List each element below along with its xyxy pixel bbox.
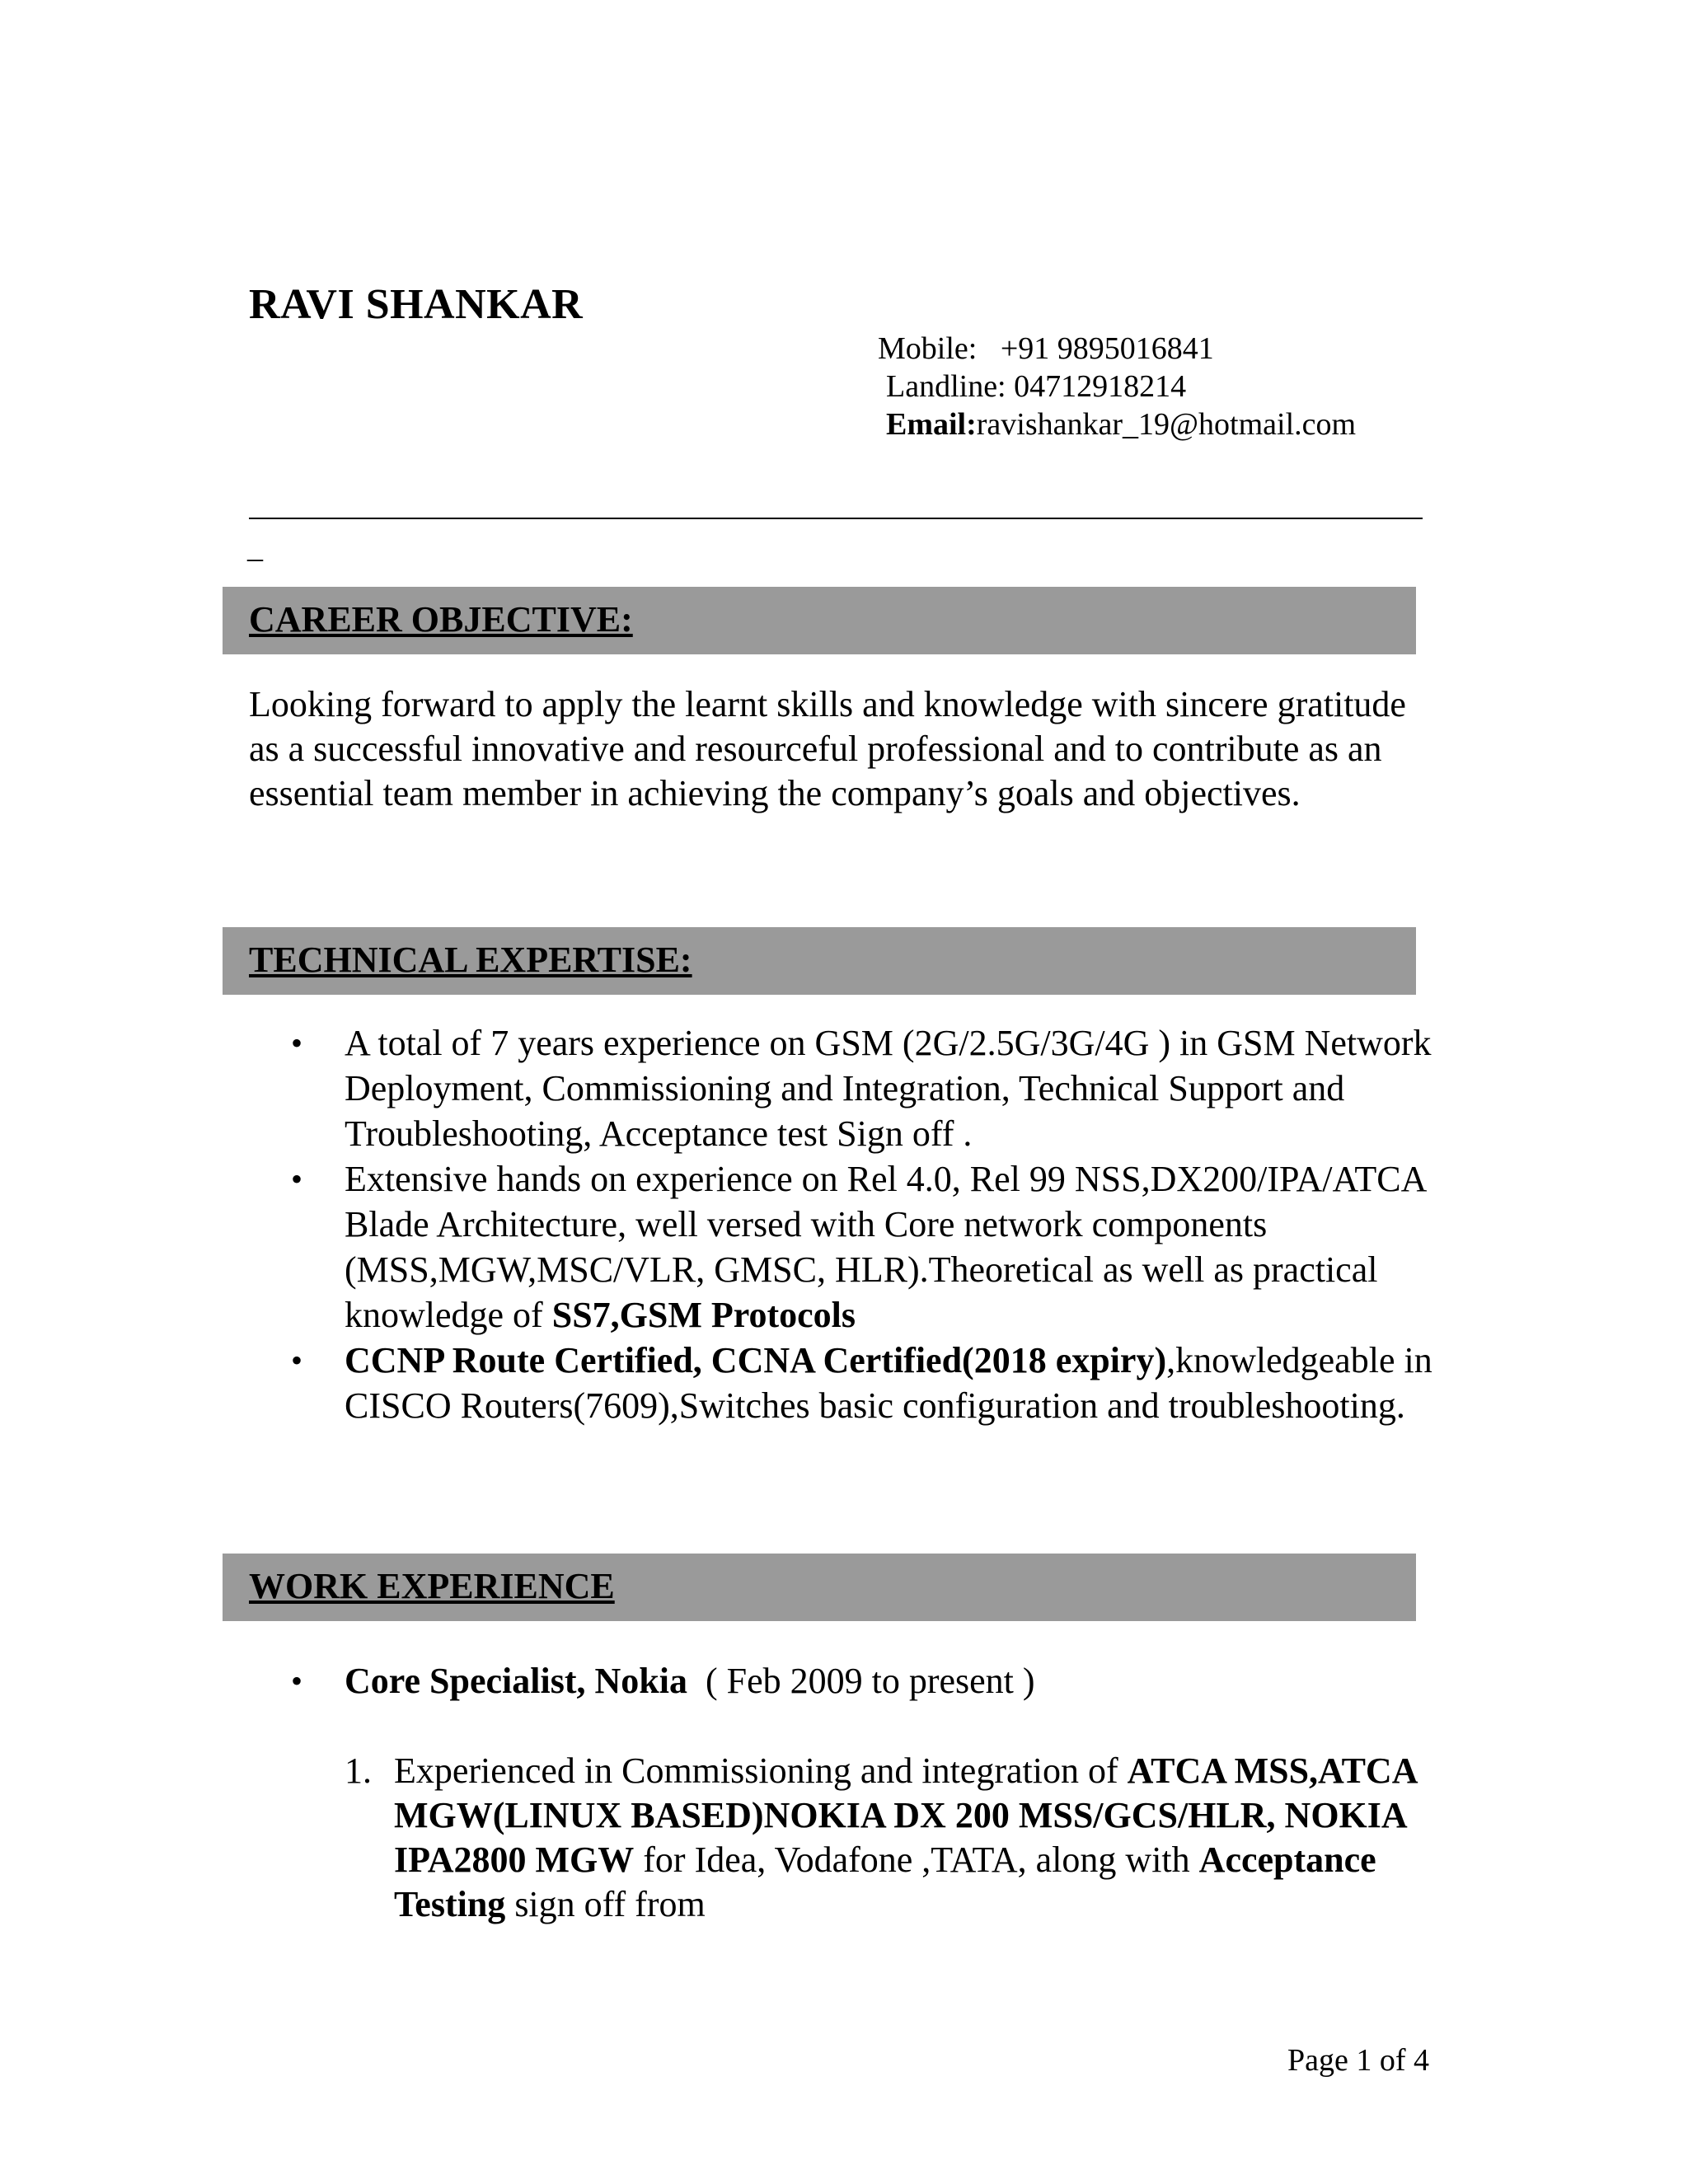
bullet-icon: • bbox=[291, 1160, 303, 1197]
work-experience-bar bbox=[223, 1554, 1416, 1621]
expertise-item-2-bold: SS7,GSM Protocols bbox=[551, 1295, 856, 1335]
work-duties-list bbox=[345, 1749, 1424, 1927]
job-title: Core Specialist, Nokia bbox=[345, 1661, 687, 1701]
contact-block bbox=[878, 330, 1356, 443]
list-item bbox=[246, 1658, 1432, 1704]
job-period: ( Feb 2009 to present ) bbox=[705, 1661, 1035, 1701]
technical-expertise-list bbox=[246, 1020, 1432, 1428]
duty-1-bold-b: ATCA MSS,ATCA MGW(LINUX BASED)NOKIA DX 200 MSS/GCS/HLR, NOKIA IPA2800 MGW bbox=[394, 1750, 1417, 1880]
duty-1-bold-d: Acceptance Testing bbox=[394, 1840, 1376, 1924]
expertise-item-3-bold: CCNP Route Certified, CCNA Certified(2018 expiry) bbox=[345, 1340, 1167, 1380]
expertise-item-3-text: ,knowledgeable in CISCO Routers(7609),Switches basic configuration and troubleshooting. bbox=[345, 1340, 1432, 1426]
mobile-number: +91 9895016841 bbox=[1000, 331, 1214, 366]
duty-1-text-c: for Idea, Vodafone ,TATA, along with bbox=[634, 1840, 1199, 1880]
list-item bbox=[246, 1338, 1432, 1428]
email-label: Email: bbox=[886, 407, 977, 442]
landline-line: Landline: 04712918214 bbox=[886, 369, 1187, 404]
bullet-icon: • bbox=[291, 1024, 303, 1062]
bullet-icon: • bbox=[291, 1342, 303, 1379]
duty-1-text-e: sign off from bbox=[505, 1884, 706, 1924]
divider-dash: _ bbox=[247, 530, 263, 565]
list-item bbox=[246, 1020, 1432, 1156]
technical-expertise-bar bbox=[223, 927, 1416, 995]
header-divider bbox=[249, 518, 1423, 519]
career-objective-bar bbox=[223, 587, 1416, 654]
page-number: Page 1 of 4 bbox=[1287, 2043, 1430, 2078]
candidate-name: RAVI SHANKAR bbox=[249, 281, 584, 328]
technical-expertise-heading: TECHNICAL EXPERTISE: bbox=[249, 940, 692, 980]
expertise-item-1: A total of 7 years experience on GSM (2G/2.5G/3G/4G ) in GSM Network Deployment, Commissioning and Integration, Technical Support and Troubleshooting, Acceptance test Sign off . bbox=[345, 1023, 1432, 1154]
work-experience-list bbox=[246, 1658, 1432, 1704]
career-objective-text: Looking forward to apply the learnt skills and knowledge with sincere gratitude as a successful innovative and resourceful professional and to contribute as an essential team member in achieving the company’s goals and objectives. bbox=[249, 684, 1406, 813]
bullet-icon: • bbox=[291, 1662, 303, 1699]
email-line bbox=[878, 405, 1356, 443]
mobile-line bbox=[878, 330, 1356, 368]
item-number: 1. bbox=[345, 1750, 372, 1791]
email-address[interactable]: ravishankar_19@hotmail.com bbox=[976, 407, 1357, 442]
list-item bbox=[246, 1156, 1432, 1338]
career-objective-heading: CAREER OBJECTIVE: bbox=[249, 599, 633, 640]
mobile-label: Mobile: bbox=[878, 331, 978, 366]
work-experience-heading: WORK EXPERIENCE bbox=[249, 1566, 615, 1606]
list-item bbox=[345, 1749, 1424, 1927]
expertise-item-2-text: Extensive hands on experience on Rel 4.0, Rel 99 NSS,DX200/IPA/ATCA Blade Architecture, well versed with Core network components (MSS,MGW,MSC/VLR, GMSC, HLR).Theoretical as well as practical knowledge of bbox=[345, 1159, 1425, 1335]
duty-1-text-a: Experienced in Commissioning and integration of bbox=[394, 1750, 1128, 1791]
